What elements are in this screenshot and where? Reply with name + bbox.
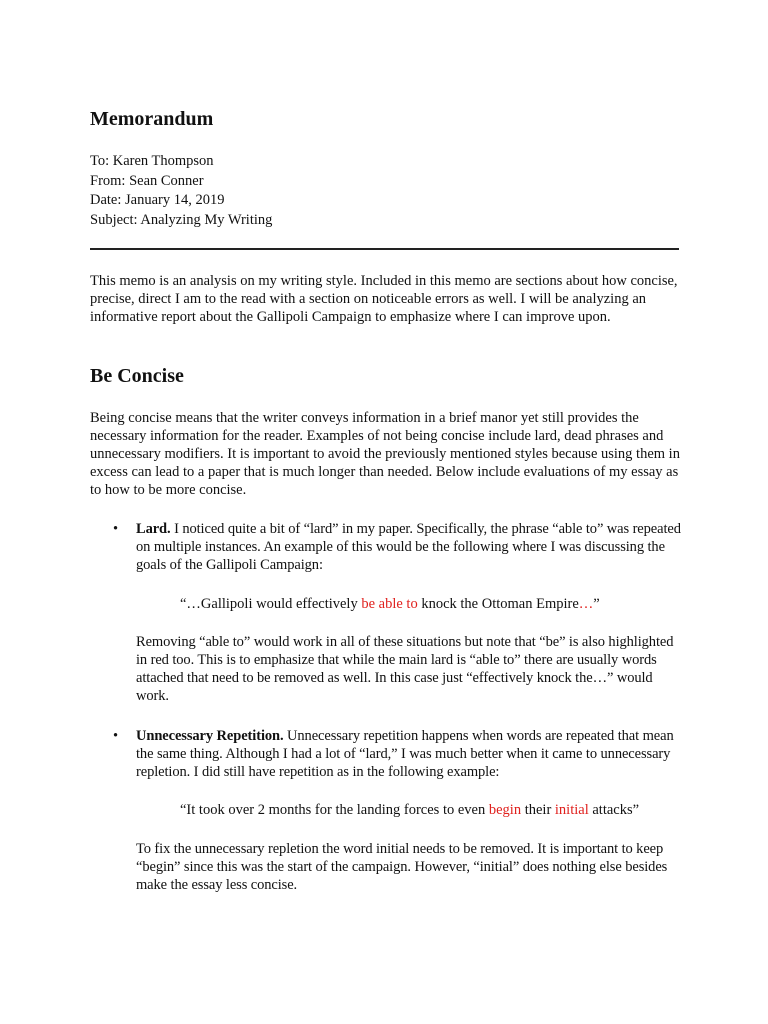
bullet-marker: • [113, 521, 119, 537]
bullet-lard-text [136, 520, 681, 574]
lard-example-quote [180, 595, 600, 613]
quote-highlight: … [578, 596, 594, 612]
bullet-marker: • [113, 728, 119, 744]
bullet-repetition-text [136, 727, 681, 781]
memo-header [90, 152, 272, 230]
repetition-example-quote [180, 801, 639, 819]
quote-highlight: begin [488, 802, 522, 818]
memo-from-line: From: Sean Conner [90, 172, 204, 189]
intro-paragraph: This memo is an analysis on my writing style. Included in this memo are sections about how concise, precise, direct I am to the read with a section on noticeable errors as well. I will be analyzing an informative report about the Gallipoli Campaign to emphasize where I can improve upon. [90, 273, 678, 325]
memo-date-line: Date: January 14, 2019 [90, 192, 225, 208]
bullet-repetition-body: Unnecessary repetition happens when words are repeated that mean the same thing. Although I had a lot of “lard,” I was much better when it came to unnecessary repletion. I did still have repetition as in the following example: [136, 728, 674, 780]
memo-subject-line: Subject: Analyzing My Writing [90, 211, 273, 228]
be-concise-paragraph: Being concise means that the writer conveys information in a brief manor yet still provides the necessary information for the reader. Examples of not being concise include lard, dead phrases and unnecessary modifiers. It is important to avoid the previously mentioned styles because using them in excess can lead to a paper that is much longer than needed. Below include evaluations of my essay as to how to be more concise. [90, 410, 680, 498]
bullet-repetition-label: Unnecessary Repetition. [136, 728, 284, 744]
bullet-lard-body: I noticed quite a bit of “lard” in my paper. Specifically, the phrase “able to” was repeated on multiple instances. An example of this would be the following where I was discussing the goals of the Gallipoli Campaign: [136, 521, 681, 573]
quote-highlight: initial [554, 802, 589, 818]
memo-to-line: To: Karen Thompson [90, 153, 214, 169]
bullet-lard-label: Lard. [136, 521, 171, 537]
header-divider [90, 248, 679, 250]
quote-text: knock the Ottoman Empire [417, 596, 579, 612]
memo-title: Memorandum [90, 108, 214, 130]
repetition-explanation: To fix the unnecessary repletion the word initial needs to be removed. It is important to keep “begin” since this was the start of the campaign. However, “initial” does nothing else besides make the essay less concise. [136, 841, 668, 893]
quote-text: their [521, 802, 555, 818]
quote-text: “It took over 2 months for the landing forces to even [180, 802, 489, 818]
quote-text: ” [593, 596, 600, 612]
quote-highlight: be able to [361, 596, 418, 612]
quote-text: attacks” [588, 802, 640, 818]
quote-text: “…Gallipoli would effectively [180, 596, 362, 612]
section-heading-be-concise: Be Concise [90, 365, 184, 387]
lard-explanation: Removing “able to” would work in all of these situations but note that “be” is also highlighted in red too. This is to emphasize that while the main lard is “able to” there are usually words attached that need to be removed as well. In this case just “effectively knock the…” would work. [136, 634, 674, 704]
